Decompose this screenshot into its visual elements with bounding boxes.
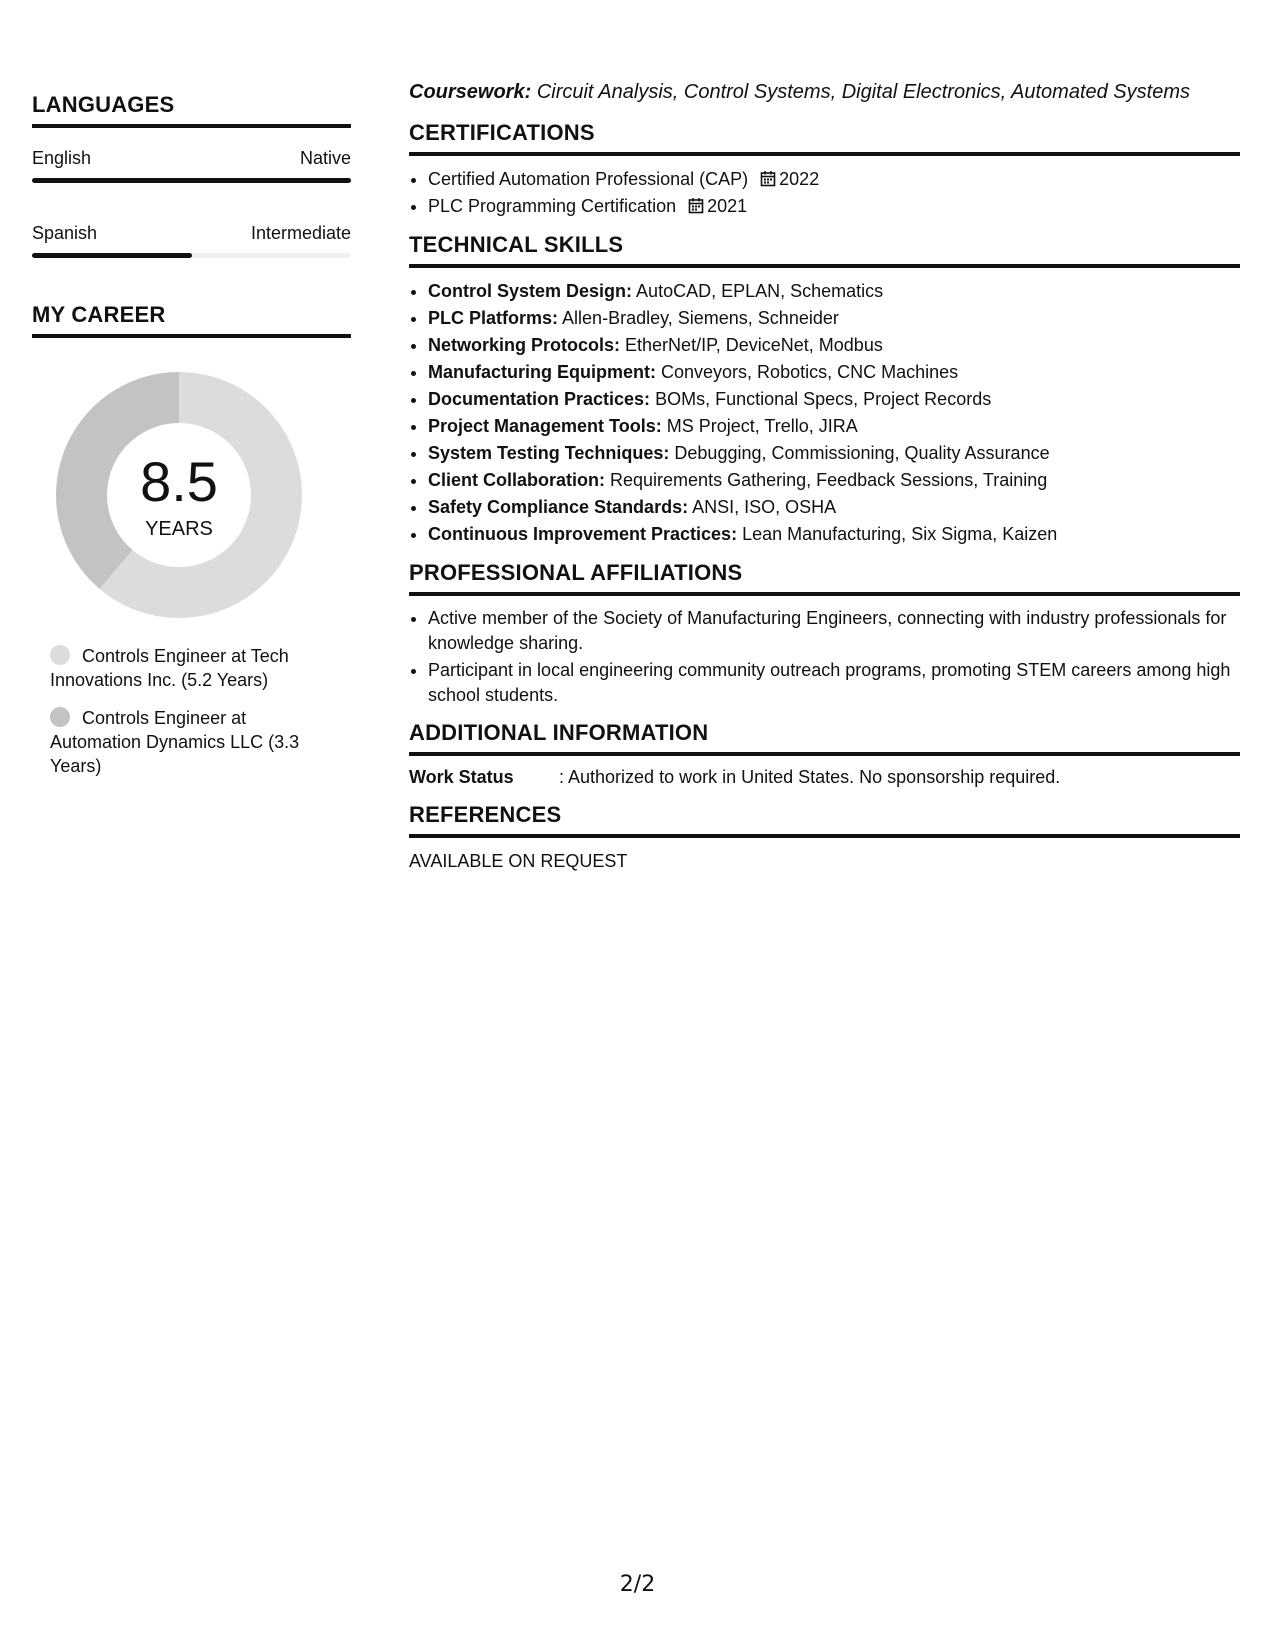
- work-status-value: : Authorized to work in United States. No sponsorship required.: [559, 767, 1061, 787]
- left-column: [32, 92, 351, 792]
- work-status-label: Work Status: [409, 767, 514, 787]
- language-item: [32, 221, 351, 258]
- certification-year: 2021: [707, 196, 748, 216]
- language-proficiency-fill: [32, 178, 351, 183]
- skill-label: PLC Platforms:: [428, 308, 559, 328]
- coursework: [409, 78, 1240, 106]
- languages-list: [32, 146, 351, 258]
- skills-list: [409, 278, 1240, 548]
- certifications-title: CERTIFICATIONS: [409, 120, 1240, 156]
- certification-name: Certified Automation Professional (CAP): [428, 169, 749, 189]
- skill-item: [428, 278, 1240, 305]
- skill-item: [428, 521, 1240, 548]
- language-proficiency-bar: [32, 253, 351, 258]
- skill-label: Safety Compliance Standards:: [428, 497, 689, 517]
- legend-dot-icon: [50, 707, 70, 727]
- skills-section: [409, 232, 1240, 548]
- certification-name: PLC Programming Certification: [428, 196, 677, 216]
- career-legend-item: [50, 706, 332, 778]
- skill-value: Requirements Gathering, Feedback Sessions, Training: [610, 470, 1048, 490]
- skill-label: System Testing Techniques:: [428, 443, 670, 463]
- career-title: MY CAREER: [32, 302, 351, 338]
- skill-value: AutoCAD, EPLAN, Schematics: [636, 281, 884, 301]
- skill-value: Lean Manufacturing, Six Sigma, Kaizen: [742, 524, 1058, 544]
- skill-value: ANSI, ISO, OSHA: [692, 497, 837, 517]
- skill-label: Client Collaboration:: [428, 470, 605, 490]
- right-column: [409, 78, 1240, 886]
- career-legend-label: Controls Engineer at Tech Innovations Inc. (5.2 Years): [50, 646, 289, 690]
- language-name: Spanish: [32, 223, 98, 243]
- languages-title: LANGUAGES: [32, 92, 351, 128]
- career-section: [32, 302, 351, 778]
- language-item: [32, 146, 351, 183]
- page-number: 2/2: [619, 1572, 656, 1597]
- references-section: [409, 802, 1240, 874]
- certification-date: [760, 166, 819, 193]
- skill-label: Project Management Tools:: [428, 416, 662, 436]
- language-name: English: [32, 148, 92, 168]
- skill-value: EtherNet/IP, DeviceNet, Modbus: [625, 335, 883, 355]
- certifications-section: [409, 120, 1240, 220]
- language-proficiency-fill: [32, 253, 192, 258]
- career-donut-chart: [56, 372, 302, 618]
- additional-info-title: ADDITIONAL INFORMATION: [409, 720, 1240, 756]
- calendar-icon: [760, 170, 776, 187]
- language-level: Native: [299, 148, 351, 168]
- additional-info-section: [409, 720, 1240, 790]
- skill-item: [428, 440, 1240, 467]
- certification-item: [428, 193, 1240, 220]
- skills-title: TECHNICAL SKILLS: [409, 232, 1240, 268]
- donut-center: [56, 372, 302, 618]
- certification-item: [428, 166, 1240, 193]
- skill-label: Manufacturing Equipment:: [428, 362, 656, 382]
- skill-item: [428, 386, 1240, 413]
- affiliation-item: • Participant in local engineering community outreach programs, promoting STEM careers among high school students.: [428, 658, 1240, 708]
- skill-value: BOMs, Functional Specs, Project Records: [655, 389, 992, 409]
- language-level: Intermediate: [250, 223, 351, 243]
- skill-label: Networking Protocols:: [428, 335, 621, 355]
- references-value: AVAILABLE ON REQUEST: [409, 851, 628, 871]
- skill-item: [428, 413, 1240, 440]
- skill-value: MS Project, Trello, JIRA: [666, 416, 858, 436]
- certification-date: [688, 193, 747, 220]
- skill-value: Allen-Bradley, Siemens, Schneider: [562, 308, 839, 328]
- skill-label: Continuous Improvement Practices:: [428, 524, 738, 544]
- certification-year: 2022: [779, 169, 820, 189]
- coursework-label: Coursework:: [409, 81, 532, 103]
- affiliation-item: • Active member of the Society of Manufacturing Engineers, connecting with industry professionals for knowledge sharing.: [428, 606, 1240, 656]
- skill-value: Debugging, Commissioning, Quality Assurance: [674, 443, 1050, 463]
- career-total-years: 8.5: [140, 450, 218, 513]
- skill-item: [428, 332, 1240, 359]
- skill-item: [428, 494, 1240, 521]
- skill-label: Documentation Practices:: [428, 389, 651, 409]
- affiliations-title: PROFESSIONAL AFFILIATIONS: [409, 560, 1240, 596]
- legend-dot-icon: [50, 645, 70, 665]
- coursework-value: Circuit Analysis, Control Systems, Digital Electronics, Automated Systems: [536, 81, 1190, 103]
- skill-label: Control System Design:: [428, 281, 633, 301]
- career-legend: [32, 644, 332, 778]
- career-years-unit: YEARS: [145, 518, 213, 540]
- language-proficiency-bar: [32, 178, 351, 183]
- skill-value: Conveyors, Robotics, CNC Machines: [661, 362, 959, 382]
- affiliations-list: [409, 606, 1240, 708]
- work-status-row: [409, 764, 1240, 790]
- certifications-list: [409, 166, 1240, 220]
- skill-item: [428, 359, 1240, 386]
- calendar-icon: [688, 197, 704, 214]
- skill-item: [428, 305, 1240, 332]
- career-legend-item: [50, 644, 332, 692]
- references-title: REFERENCES: [409, 802, 1240, 838]
- career-legend-label: Controls Engineer at Automation Dynamics LLC (3.3 Years): [50, 708, 300, 776]
- skill-item: [428, 467, 1240, 494]
- affiliations-section: [409, 560, 1240, 708]
